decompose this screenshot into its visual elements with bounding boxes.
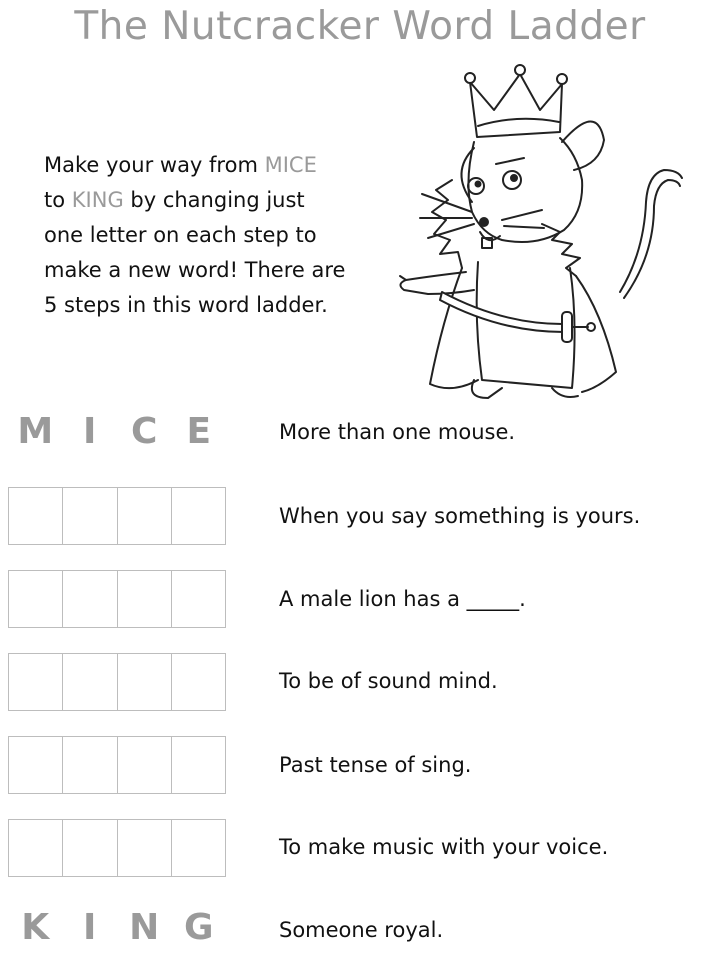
letter-box[interactable] (9, 571, 63, 627)
clue-1: More than one mouse. (279, 420, 516, 444)
start-letter: M (17, 411, 54, 452)
instructions (44, 148, 374, 323)
letter-box[interactable] (172, 571, 225, 627)
intro-text: to (44, 188, 72, 212)
clue-2: When you say something is yours. (279, 504, 641, 528)
answer-row-5[interactable] (8, 819, 226, 877)
letter-box[interactable] (63, 488, 117, 544)
letter-box[interactable] (172, 737, 225, 793)
letter-box[interactable] (9, 488, 63, 544)
intro-text: by changing just (123, 188, 305, 212)
letter-box[interactable] (63, 571, 117, 627)
end-letter: N (129, 907, 160, 948)
letter-box[interactable] (63, 737, 117, 793)
intro-text: one letter on each step to (44, 223, 317, 247)
answer-row-2[interactable] (8, 570, 226, 628)
end-word-letters (8, 907, 226, 955)
intro-text: 5 steps in this word ladder. (44, 293, 328, 317)
letter-box[interactable] (118, 571, 172, 627)
clue-6: To make music with your voice. (279, 835, 609, 859)
answer-row-1[interactable] (8, 487, 226, 545)
start-word: MICE (264, 153, 317, 177)
letter-box[interactable] (9, 737, 63, 793)
letter-box[interactable] (9, 820, 63, 876)
intro-text: Make your way from (44, 153, 265, 177)
start-letter: C (131, 411, 158, 452)
letter-box[interactable] (118, 820, 172, 876)
letter-box[interactable] (172, 488, 225, 544)
letter-box[interactable] (118, 654, 172, 710)
mouse-king-illustration (392, 62, 692, 407)
clue-5: Past tense of sing. (279, 753, 472, 777)
answer-row-3[interactable] (8, 653, 226, 711)
end-word: KING (71, 188, 124, 212)
clue-7: Someone royal. (279, 918, 444, 942)
start-letter: E (186, 411, 212, 452)
letter-box[interactable] (172, 820, 225, 876)
letter-box[interactable] (118, 488, 172, 544)
answer-row-4[interactable] (8, 736, 226, 794)
intro-text: make a new word! There are (44, 258, 346, 282)
end-letter: I (83, 907, 97, 948)
letter-box[interactable] (63, 654, 117, 710)
letter-box[interactable] (9, 654, 63, 710)
letter-box[interactable] (172, 654, 225, 710)
start-letter: I (83, 411, 97, 452)
letter-box[interactable] (118, 737, 172, 793)
clue-3: A male lion has a _____. (279, 587, 526, 611)
start-word-letters (8, 411, 226, 459)
end-letter: K (21, 907, 50, 948)
clue-4: To be of sound mind. (279, 669, 498, 693)
letter-box[interactable] (63, 820, 117, 876)
page-title: The Nutcracker Word Ladder (74, 4, 646, 49)
end-letter: G (183, 907, 214, 948)
